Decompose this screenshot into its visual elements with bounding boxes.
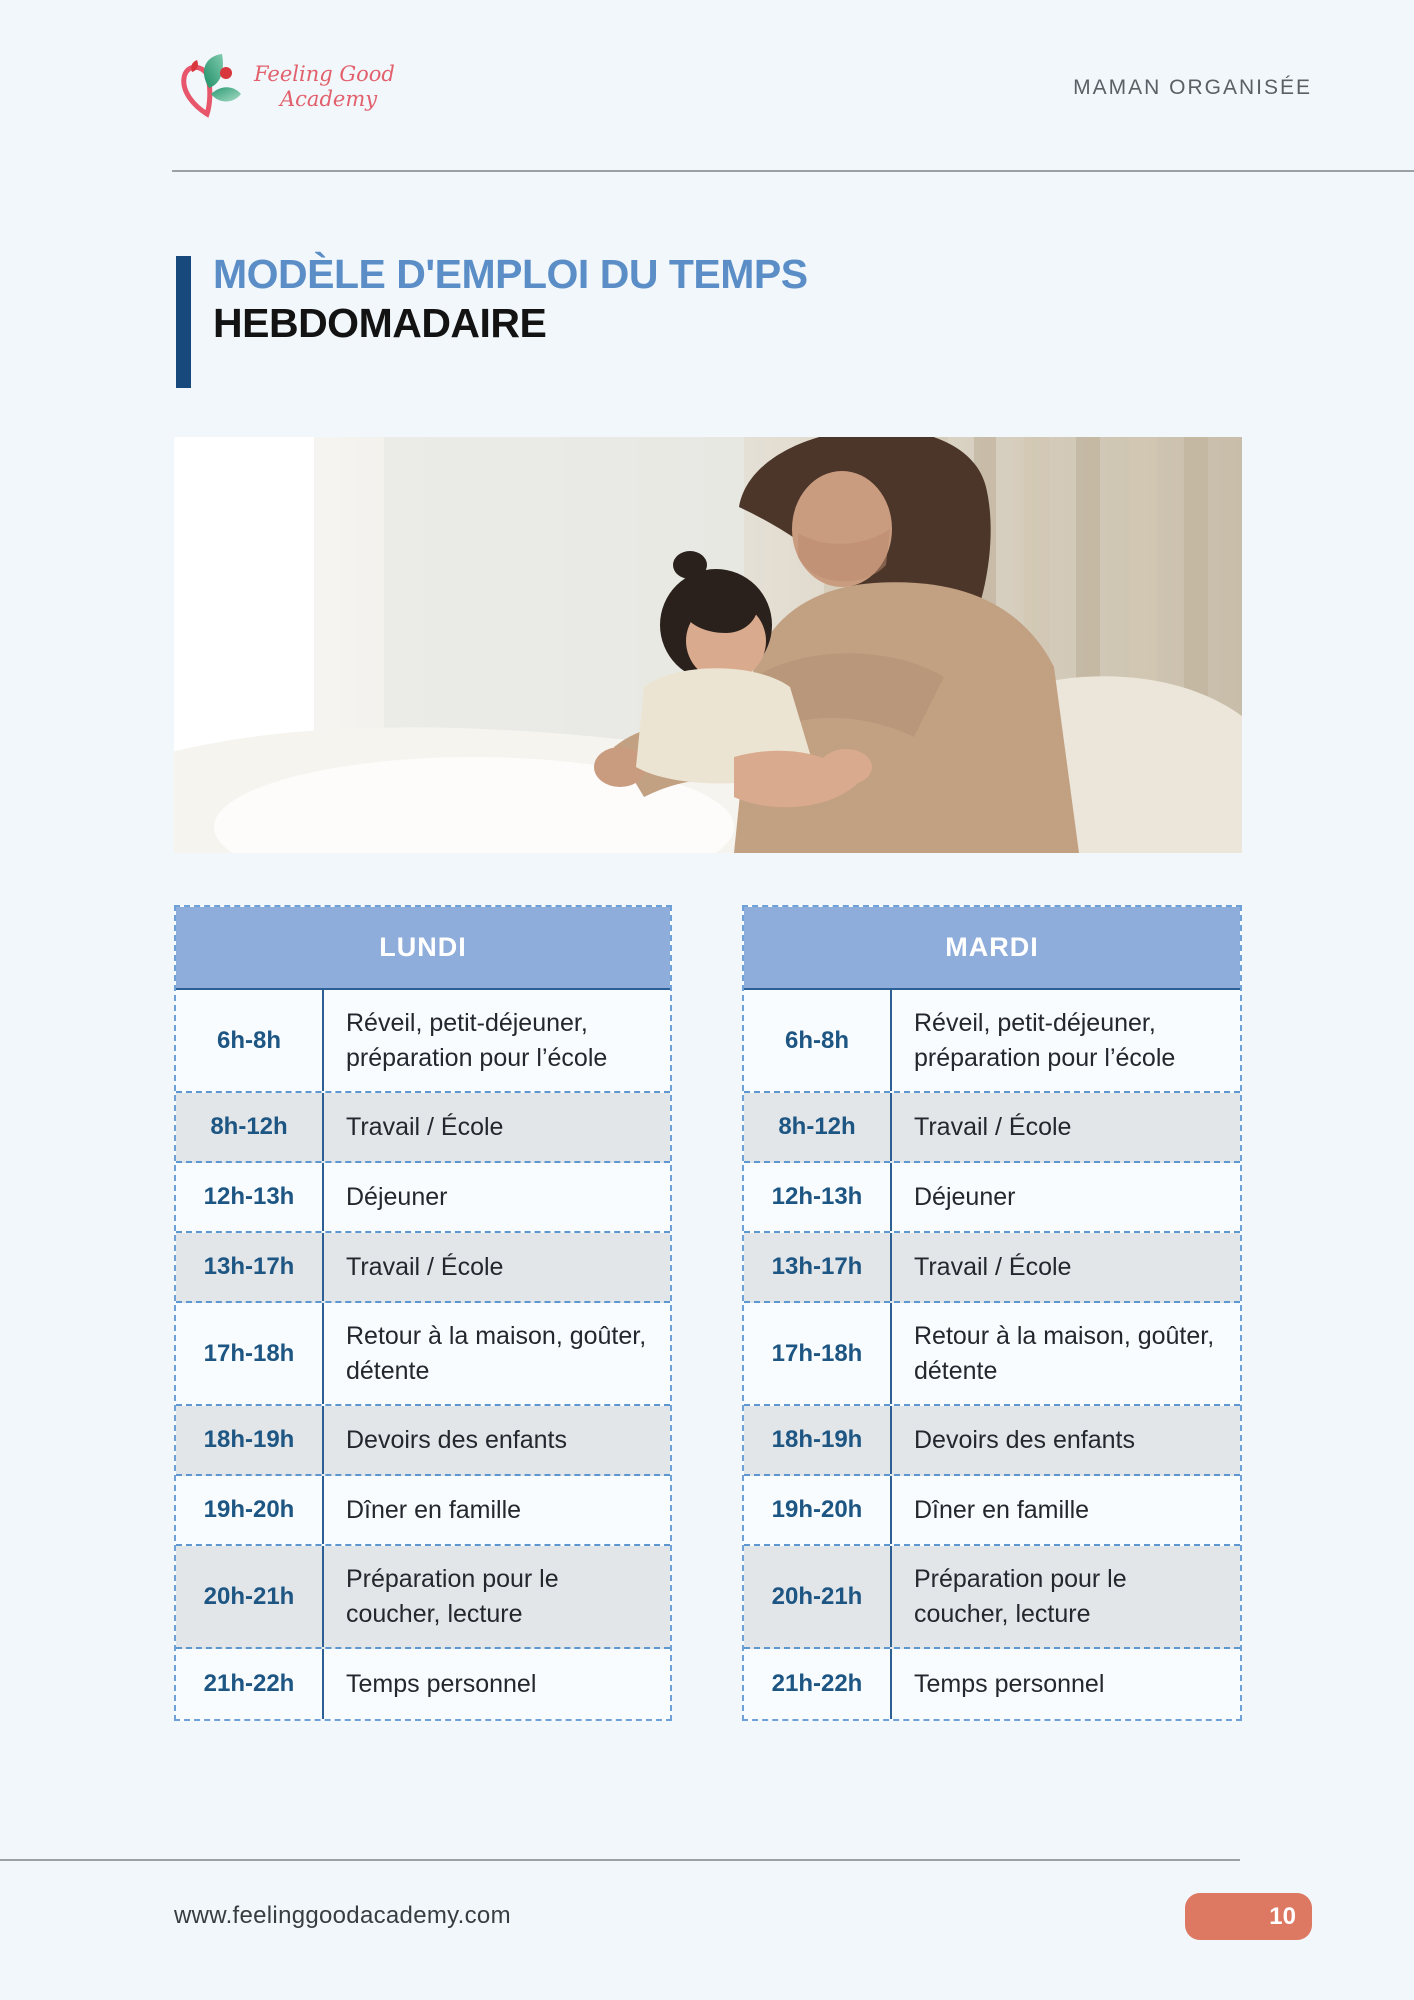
time-cell: 21h-22h [744, 1649, 892, 1719]
table-row [176, 990, 670, 1093]
time-cell: 18h-19h [176, 1406, 324, 1474]
activity-cell: Temps personnel [346, 1669, 537, 1698]
day-header-lundi: LUNDI [176, 907, 670, 990]
table-row [744, 1546, 1240, 1649]
schedule-table-mardi [742, 905, 1242, 1721]
title-accent-bar [176, 256, 191, 388]
time-cell: 18h-19h [744, 1406, 892, 1474]
activity-cell: Travail / École [346, 1252, 504, 1281]
page-title-line1: MODÈLE D'EMPLOI DU TEMPS [213, 251, 808, 297]
activity-cell: Préparation pour le coucher, lecture [914, 1565, 1127, 1628]
time-cell: 19h-20h [176, 1476, 324, 1544]
time-cell: 13h-17h [744, 1233, 892, 1301]
table-row [176, 1546, 670, 1649]
table-row [744, 1649, 1240, 1719]
time-cell: 17h-18h [744, 1303, 892, 1404]
time-cell: 8h-12h [744, 1093, 892, 1161]
table-row [176, 1093, 670, 1163]
time-cell: 19h-20h [744, 1476, 892, 1544]
activity-cell: Dîner en famille [914, 1495, 1090, 1524]
activity-cell: Temps personnel [914, 1669, 1105, 1698]
time-cell: 6h-8h [744, 990, 892, 1091]
brand-name [254, 62, 395, 112]
activity-cell: Travail / École [346, 1112, 504, 1141]
table-row [744, 1163, 1240, 1233]
activity-cell: Retour à la maison, goûter, détente [914, 1322, 1215, 1385]
activity-cell: Devoirs des enfants [346, 1425, 567, 1454]
activity-cell: Travail / École [914, 1252, 1072, 1281]
time-cell: 20h-21h [176, 1546, 324, 1647]
page-title [213, 250, 808, 348]
activity-cell: Devoirs des enfants [914, 1425, 1135, 1454]
table-row [176, 1233, 670, 1303]
time-cell: 6h-8h [176, 990, 324, 1091]
time-cell: 21h-22h [176, 1649, 324, 1719]
activity-cell: Déjeuner [346, 1182, 448, 1211]
table-row [176, 1476, 670, 1546]
table-row [744, 1303, 1240, 1406]
page-number: 10 [1269, 1902, 1296, 1930]
table-row [744, 1233, 1240, 1303]
brand-logo [178, 52, 395, 122]
footer-website: www.feelinggoodacademy.com [174, 1902, 511, 1929]
hero-photo-mother-child [174, 437, 1242, 853]
time-cell: 20h-21h [744, 1546, 892, 1647]
page-title-line2: HEBDOMADAIRE [213, 300, 547, 346]
activity-cell: Réveil, petit-déjeuner, préparation pour l’école [914, 1009, 1176, 1072]
table-row [176, 1163, 670, 1233]
activity-cell: Travail / École [914, 1112, 1072, 1141]
time-cell: 12h-13h [744, 1163, 892, 1231]
table-row [176, 1406, 670, 1476]
document-header-label: MAMAN ORGANISÉE [1073, 76, 1312, 99]
brand-name-line1: Feeling Good [254, 62, 395, 86]
table-row [176, 1303, 670, 1406]
table-row [744, 990, 1240, 1093]
schedule-body-lundi [176, 990, 670, 1719]
time-cell: 8h-12h [176, 1093, 324, 1161]
activity-cell: Retour à la maison, goûter, détente [346, 1322, 647, 1385]
table-row [744, 1093, 1240, 1163]
activity-cell: Réveil, petit-déjeuner, préparation pour l’école [346, 1009, 608, 1072]
table-row [744, 1476, 1240, 1546]
page-number-badge [1185, 1893, 1312, 1940]
activity-cell: Déjeuner [914, 1182, 1016, 1211]
day-header-mardi: MARDI [744, 907, 1240, 990]
footer-divider [0, 1859, 1240, 1861]
activity-cell: Préparation pour le coucher, lecture [346, 1565, 559, 1628]
time-cell: 17h-18h [176, 1303, 324, 1404]
time-cell: 13h-17h [176, 1233, 324, 1301]
header-divider [172, 170, 1414, 172]
brand-name-line2: Academy [280, 87, 378, 111]
schedule-body-mardi [744, 990, 1240, 1719]
table-row [176, 1649, 670, 1719]
time-cell: 12h-13h [176, 1163, 324, 1231]
activity-cell: Dîner en famille [346, 1495, 522, 1524]
brand-leaf-heart-icon [178, 52, 244, 122]
schedule-table-lundi [174, 905, 672, 1721]
table-row [744, 1406, 1240, 1476]
